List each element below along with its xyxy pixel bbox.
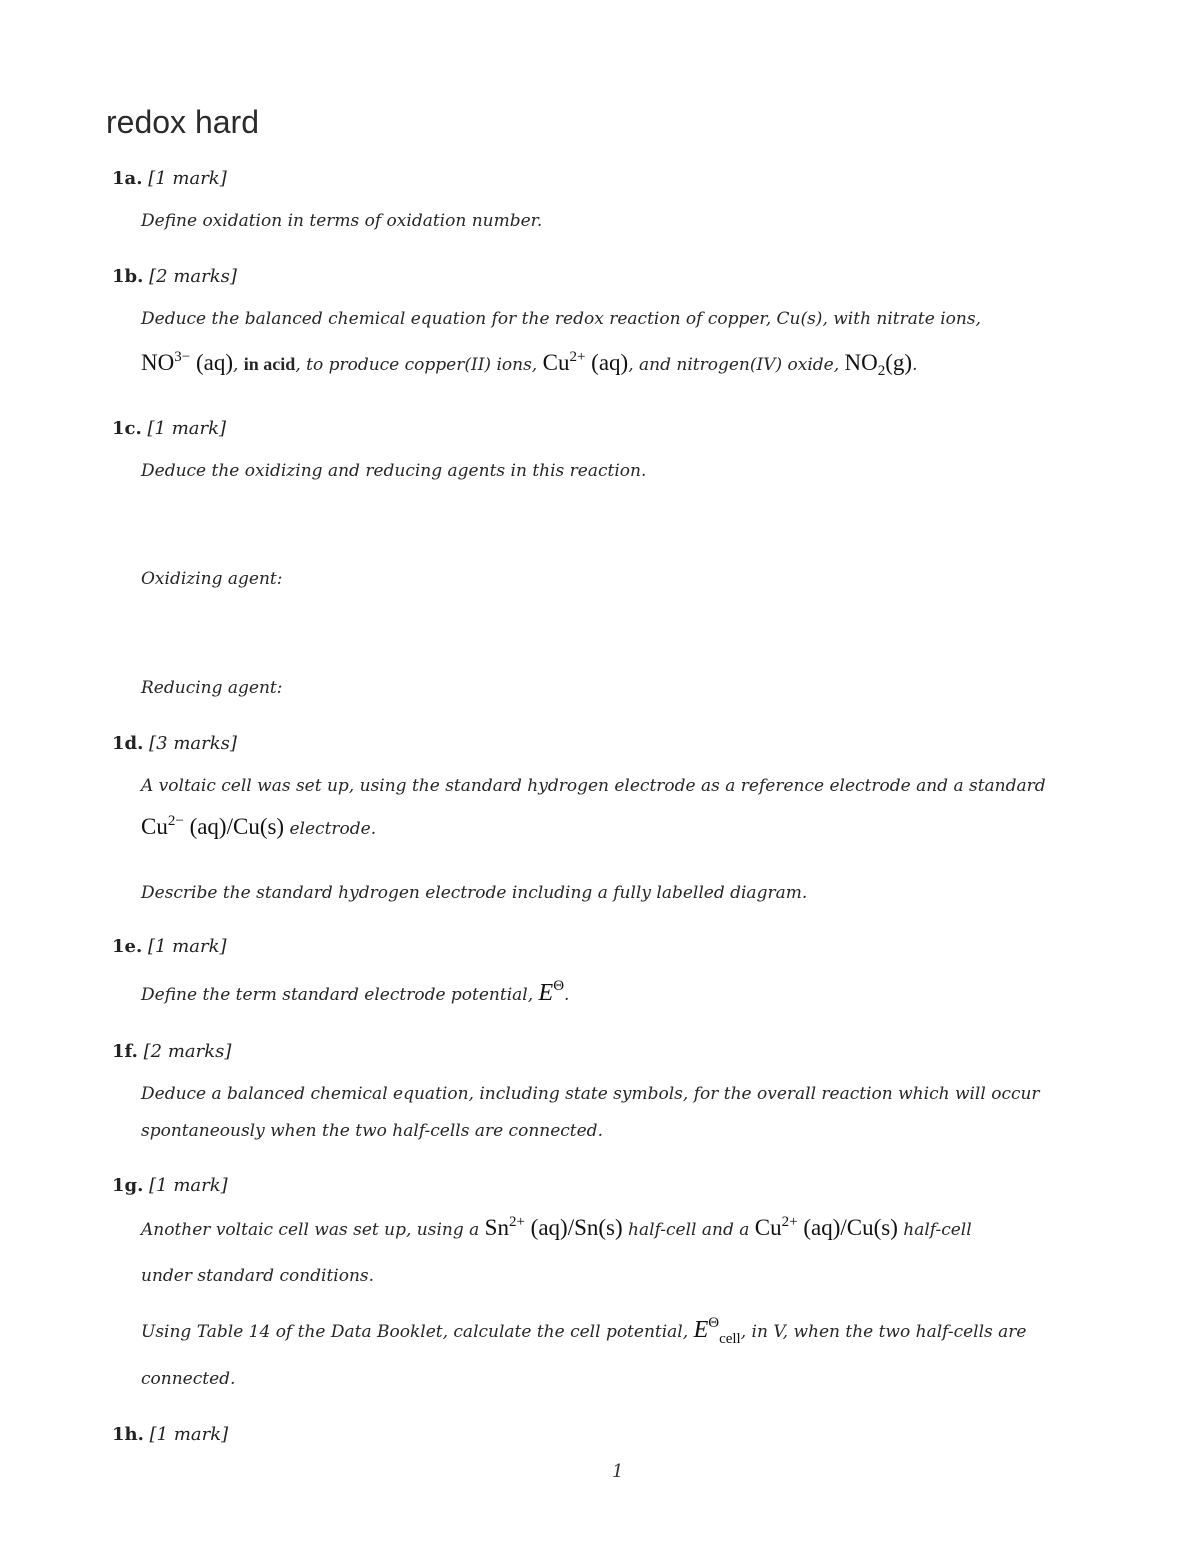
question-1g-text-line2: under standard conditions. bbox=[141, 1266, 375, 1286]
question-number: 1a. bbox=[112, 168, 143, 189]
question-number: 1c. bbox=[112, 418, 142, 439]
copper-couple-formula: $Cu^{2-}$ (aq)/Cu(s) bbox=[141, 813, 285, 839]
page-title: redox hard bbox=[106, 104, 259, 140]
marks: [1 mark] bbox=[148, 168, 227, 189]
marks: [2 marks] bbox=[149, 266, 237, 287]
question-1d-electrode-line: $Cu^{2-}$ (aq)/Cu(s) electrode. bbox=[141, 813, 377, 839]
tin-couple-formula: $Sn^{2+}$ (aq)/Sn(s) bbox=[484, 1214, 623, 1240]
question-1g-text-line3: Using Table 14 of the Data Booklet, calculate the cell potential, $E^\Theta_{cell}$, in V, when the two half-cells are bbox=[141, 1315, 1027, 1347]
question-1b-header bbox=[112, 266, 237, 287]
copper-ion-formula: $Cu^{2+}$ (aq) bbox=[542, 349, 629, 375]
question-1f-text-line1: Deduce a balanced chemical equation, including state symbols, for the overall reaction which will occur bbox=[141, 1084, 1040, 1104]
marks: [1 mark] bbox=[147, 936, 227, 957]
marks: [1 mark] bbox=[149, 1175, 228, 1196]
marks: [2 marks] bbox=[143, 1041, 232, 1062]
marks: [1 mark] bbox=[149, 1424, 229, 1445]
question-1e-header bbox=[112, 936, 227, 957]
question-1g-text-line4: connected. bbox=[141, 1369, 236, 1389]
cell-potential-symbol: $E^\Theta_{cell}$ bbox=[693, 1315, 741, 1347]
reducing-agent-label: Reducing agent: bbox=[141, 678, 283, 698]
question-1h-header bbox=[112, 1424, 228, 1445]
question-1c-text: Deduce the oxidizing and reducing agents in this reaction. bbox=[141, 461, 647, 481]
question-1g-text-line1: Another voltaic cell was set up, using a $Sn^{2+}$ (aq)/Sn(s) half-cell and a $Cu^{2+}$ (aq)/Cu(s) half-cell bbox=[141, 1214, 972, 1240]
question-number: 1b. bbox=[112, 266, 144, 287]
question-1a-text: Define oxidation in terms of oxidation number. bbox=[141, 211, 543, 231]
question-number: 1h. bbox=[112, 1424, 144, 1445]
question-1c-header bbox=[112, 418, 226, 439]
oxidizing-agent-label: Oxidizing agent: bbox=[141, 569, 283, 589]
question-number: 1d. bbox=[112, 733, 144, 754]
page-number: 1 bbox=[612, 1461, 624, 1482]
question-number: 1e. bbox=[112, 936, 143, 957]
question-1a-header bbox=[112, 168, 227, 189]
in-acid-label: in acid bbox=[243, 354, 296, 374]
nitrogen-dioxide-formula: $NO_2(g)$ bbox=[844, 350, 913, 379]
question-1g-header bbox=[112, 1175, 228, 1196]
question-1b-equation-line: $NO^{3-}$ (aq), in acid, to produce copper(II) ions, $Cu^{2+}$ (aq), and nitrogen(IV) oxide, $NO_2(g)$. bbox=[141, 349, 918, 379]
question-1b-text: Deduce the balanced chemical equation for the redox reaction of copper, Cu(s), with nitrate ions, bbox=[141, 309, 981, 329]
question-number: 1f. bbox=[112, 1041, 138, 1062]
question-1f-text-line2: spontaneously when the two half-cells are connected. bbox=[141, 1121, 603, 1141]
question-number: 1g. bbox=[112, 1175, 144, 1196]
nitrate-formula: $NO^{3-}$ (aq) bbox=[141, 349, 233, 375]
question-1e-text: Define the term standard electrode potential, $E^\Theta$. bbox=[141, 978, 570, 1006]
marks: [3 marks] bbox=[149, 733, 237, 754]
question-1f-header bbox=[112, 1041, 231, 1062]
marks: [1 mark] bbox=[147, 418, 227, 439]
copper-couple-formula: $Cu^{2+}$ (aq)/Cu(s) bbox=[754, 1214, 898, 1240]
question-1d-describe: Describe the standard hydrogen electrode including a fully labelled diagram. bbox=[141, 883, 808, 903]
electrode-potential-symbol: $E^\Theta$ bbox=[538, 978, 565, 1006]
question-1d-header bbox=[112, 733, 237, 754]
question-1d-text: A voltaic cell was set up, using the standard hydrogen electrode as a reference electrode and a standard bbox=[141, 776, 1046, 796]
